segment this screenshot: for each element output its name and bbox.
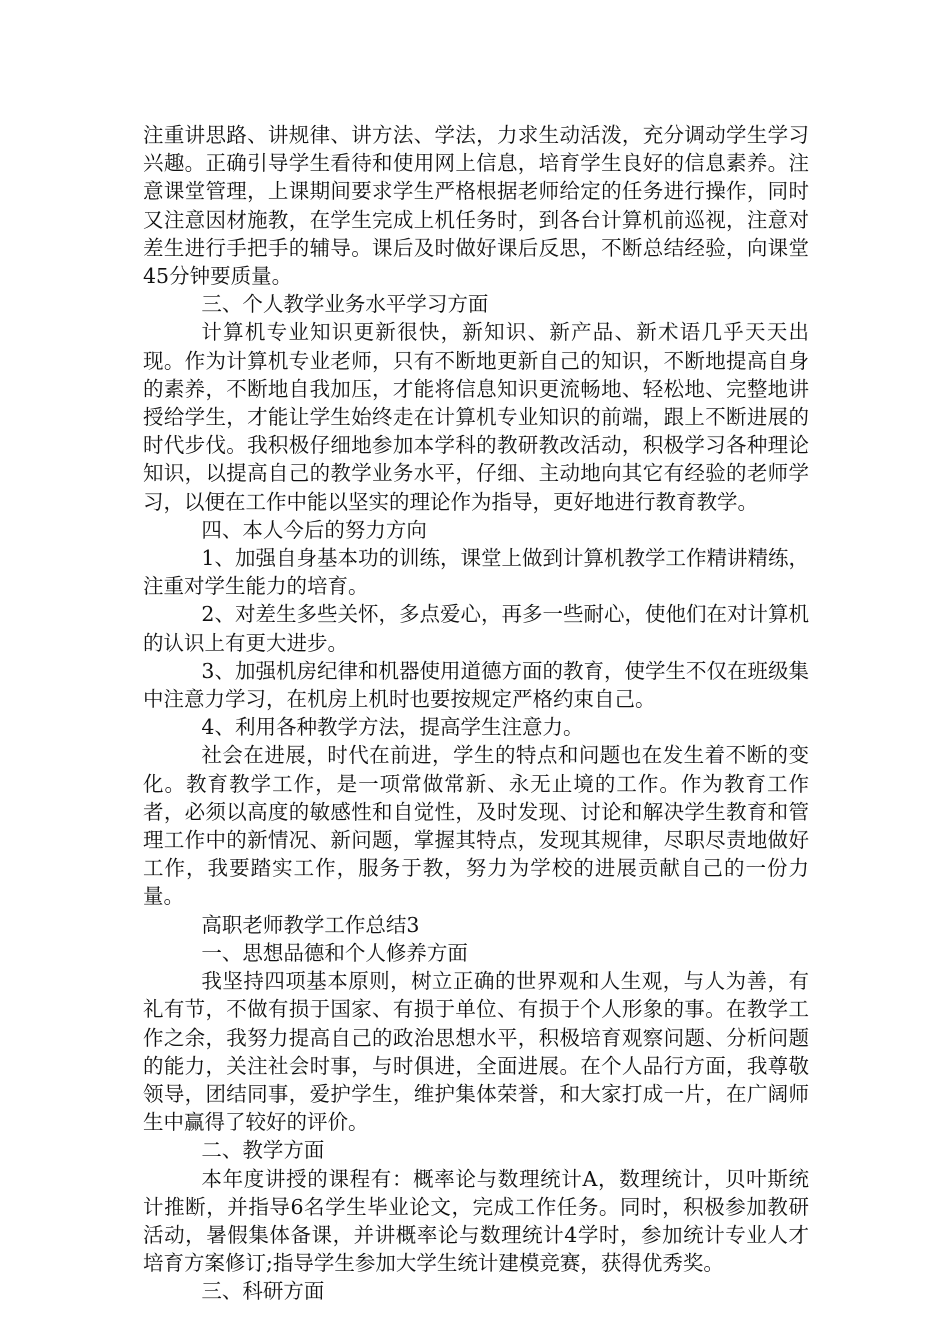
section-heading: 一、思想品德和个人修养方面 — [201, 940, 468, 965]
list-item: 3、加强机房纪律和机器使用道德方面的教育，使学生不仅在班级集中注意力学习，在机房上机时也要按规定严格约束自己。 — [143, 658, 809, 712]
list-item: 4、利用各种教学方法，提高学生注意力。 — [201, 715, 584, 740]
section-heading: 四、本人今后的努力方向 — [201, 517, 427, 542]
list-item: 2、对差生多些关怀，多点爱心，再多一些耐心，使他们在对计算机的认识上有更大进步。 — [143, 602, 809, 655]
body-paragraph: 社会在进展，时代在前进，学生的特点和问题也在发生着不断的变化。教育教学工作，是一项常做常新、永无止境的工作。作为教育工作者，必须以高度的敏感性和自觉性，及时发现、讨论和解决学生教育和管理工作中的新情况、新问题，掌握其特点，发现其规律，尽职尽责地做好工作，我要踏实工作，服务于教，努力为学校的进展贡献自己的一份力量。 — [143, 743, 809, 909]
section-heading: 二、教学方面 — [201, 1138, 325, 1163]
section-heading: 三、科研方面 — [201, 1279, 325, 1304]
body-paragraph: 本年度讲授的课程有：概率论与数理统计A，数理统计，贝叶斯统计推断，并指导6名学生毕业论文，完成工作任务。同时，积极参加教研活动，暑假集体备课，并讲概率论与数理统计4学时，参加统计专业人才培育方案修订;指导学生参加大学生统计建模竞赛，获得优秀奖。 — [143, 1166, 809, 1276]
list-item: 1、加强自身基本功的训练，课堂上做到计算机教学工作精讲精练，注重对学生能力的培育。 — [143, 546, 809, 599]
section-heading: 三、个人教学业务水平学习方面 — [201, 292, 489, 317]
document-page — [143, 121, 809, 1306]
body-paragraph: 注重讲思路、讲规律、讲方法、学法，力求生动活泼，充分调动学生学习兴趣。正确引导学生看待和使用网上信息，培育学生良好的信息素养。注意课堂管理，上课期间要求学生严格根据老师给定的任务进行操作，同时又注意因材施教，在学生完成上机任务时，到各台计算机前巡视，注意对差生进行手把手的辅导。课后及时做好课后反思，不断总结经验，向课堂45分钟要质量。 — [143, 123, 809, 289]
body-paragraph: 计算机专业知识更新很快，新知识、新产品、新术语几乎天天出现。作为计算机专业老师，只有不断地更新自己的知识，不断地提高自身的素养，不断地自我加压，才能将信息知识更流畅地、轻松地、完整地讲授给学生，才能让学生始终走在计算机专业知识的前端，跟上不断进展的时代步伐。我积极仔细地参加本学科的教研教改活动，积极学习各种理论知识，以提高自己的教学业务水平，仔细、主动地向其它有经验的老师学习，以便在工作中能以坚实的理论作为指导，更好地进行教育教学。 — [143, 320, 809, 514]
body-paragraph: 我坚持四项基本原则，树立正确的世界观和人生观，与人为善，有礼有节，不做有损于国家、有损于单位、有损于个人形象的事。在教学工作之余，我努力提高自己的政治思想水平，积极培育观察问题、分析问题的能力，关注社会时事，与时俱进，全面进展。在个人品行方面，我尊敬领导，团结同事，爱护学生，维护集体荣誉，和大家打成一片，在广阔师生中赢得了较好的评价。 — [143, 969, 809, 1135]
document-subtitle: 高职老师教学工作总结3 — [201, 912, 420, 937]
